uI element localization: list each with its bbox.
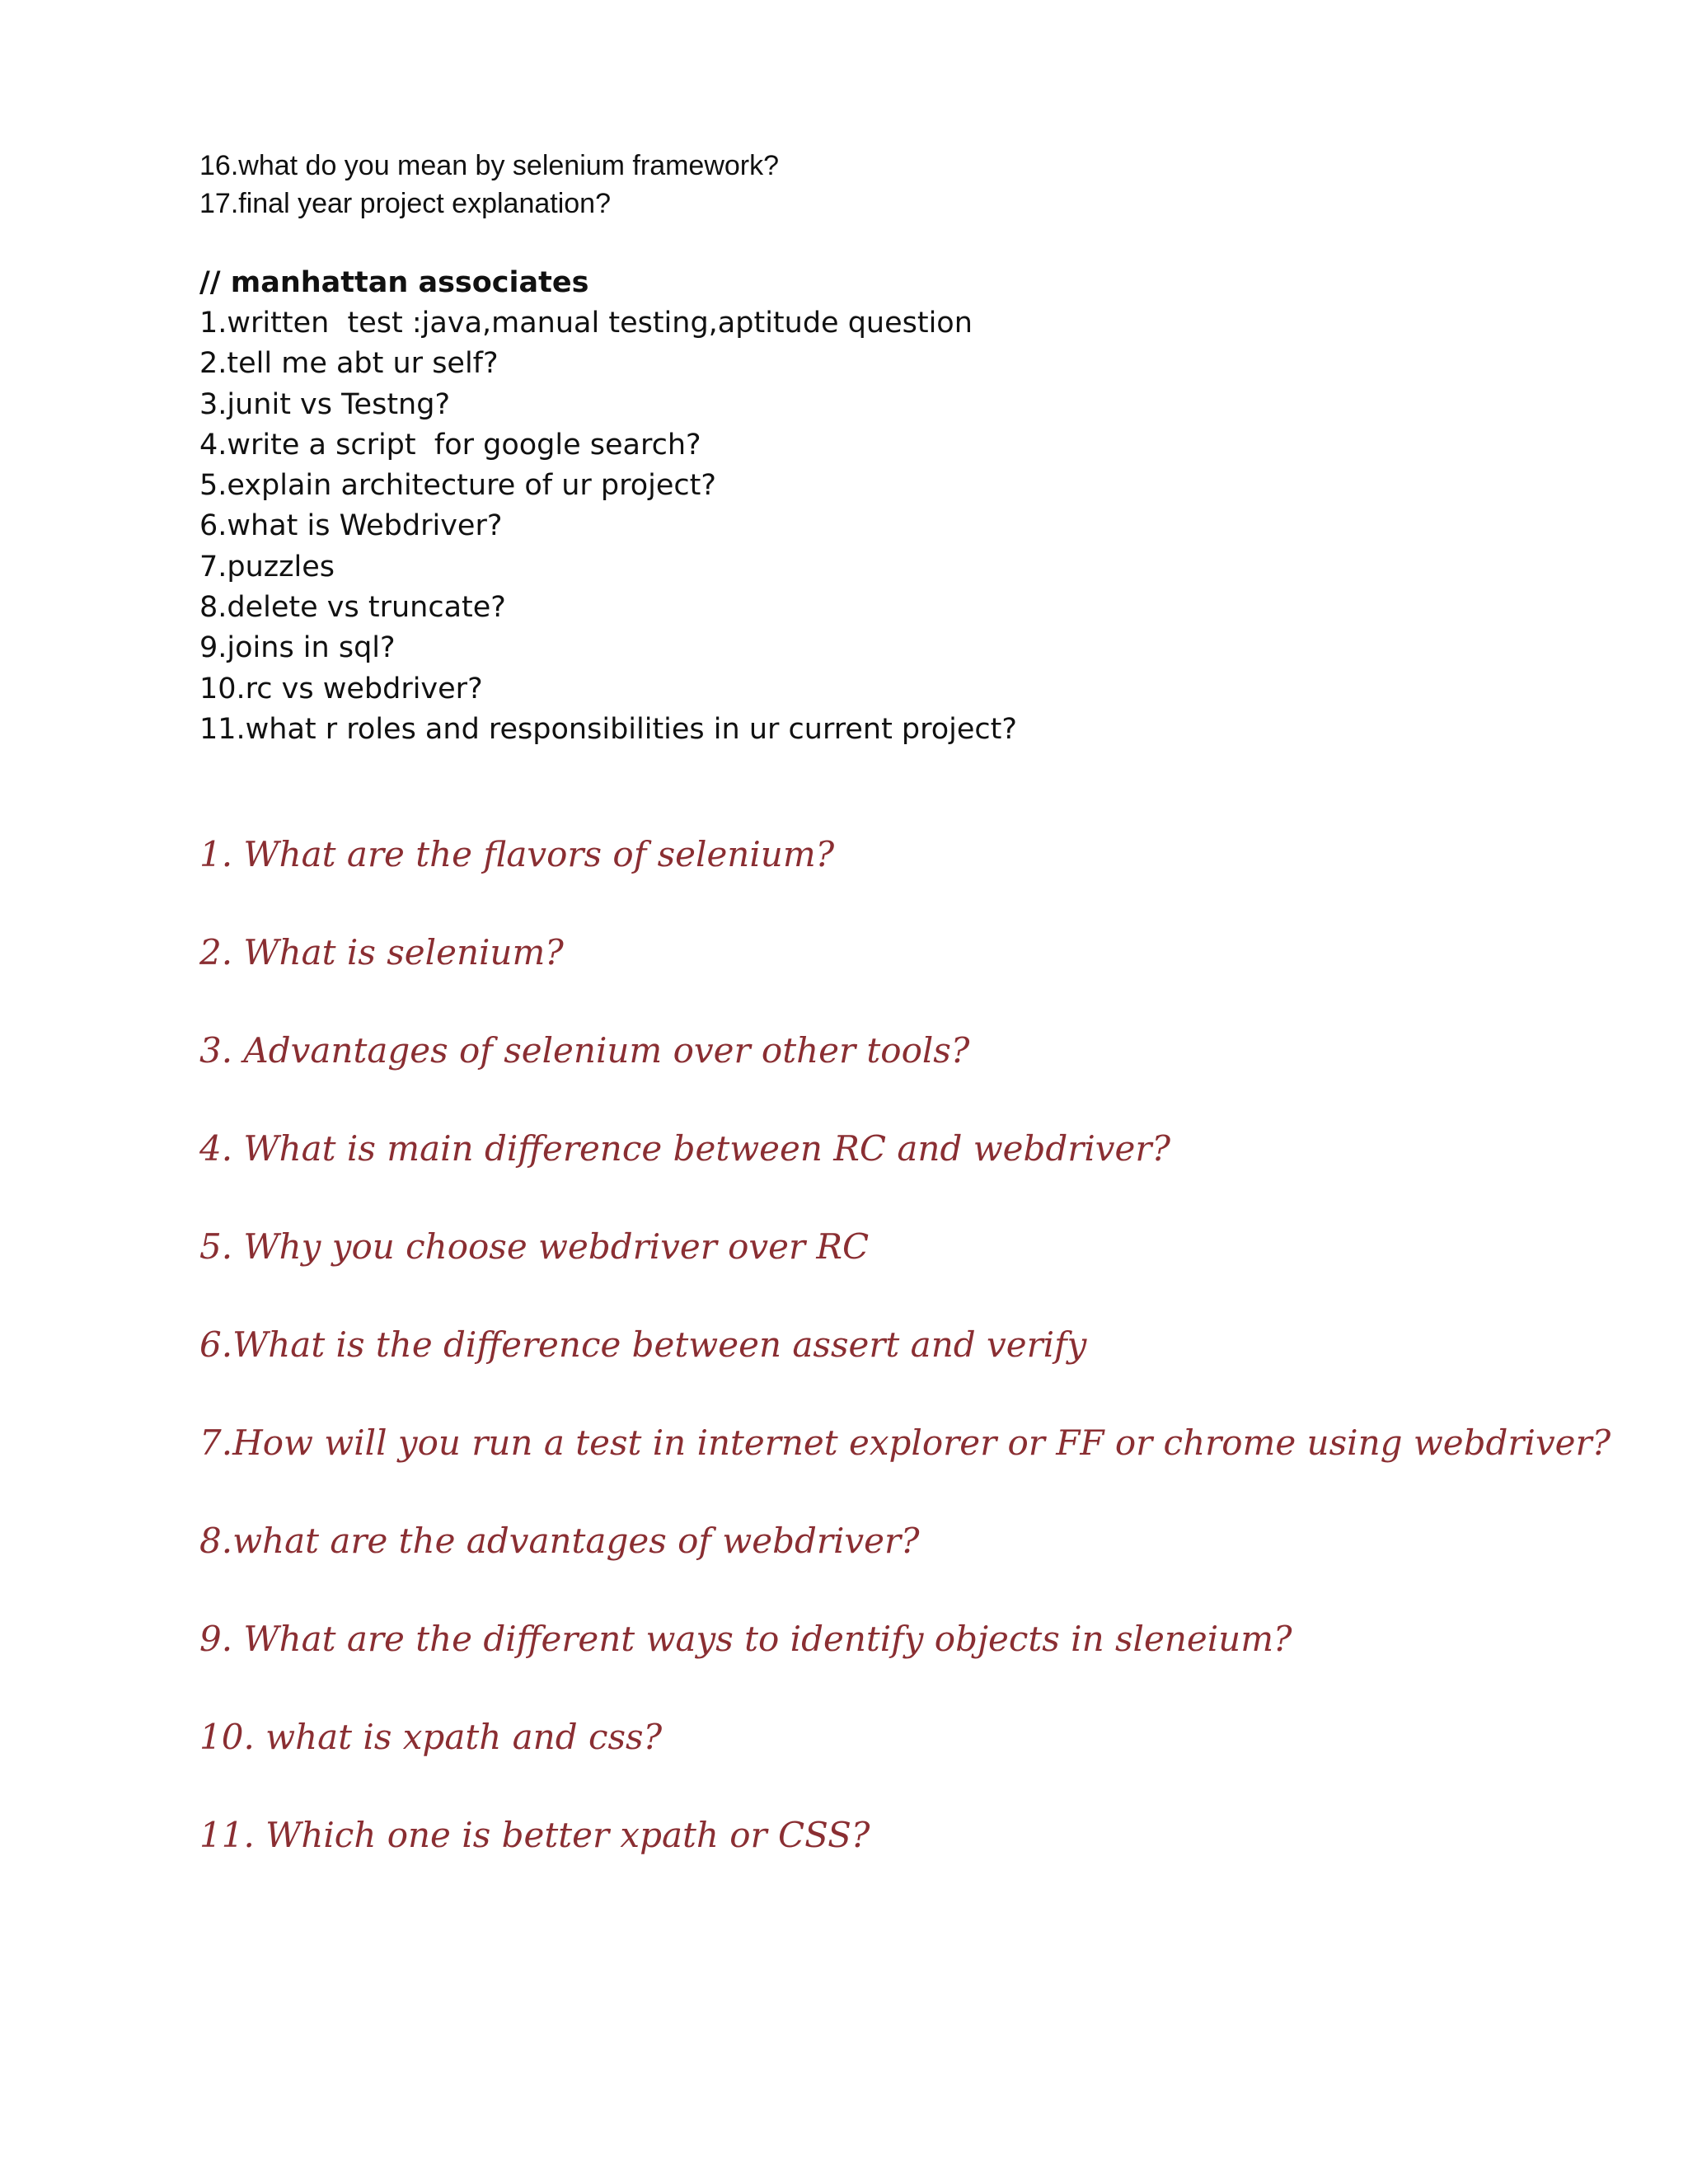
handwritten-question: 8.what are the advantages of webdriver? [199,1521,920,1561]
list-item: 4.write a script for google search? [199,428,701,462]
list-item: 16.what do you mean by selenium framework? [199,150,780,181]
top-question-list [199,147,1642,223]
selenium-question-list [199,824,1642,1865]
list-item: 9.joins in sql? [199,631,396,665]
list-item: 3.junit vs Testng? [199,387,451,421]
list-item: 11.what r roles and responsibilities in ur current project? [199,712,1017,746]
list-item: 8.delete vs truncate? [199,591,506,625]
list-item: 2.tell me abt ur self? [199,347,499,381]
handwritten-question: 4. What is main difference between RC and webdriver? [199,1128,1170,1169]
list-item: 17.final year project explanation? [199,188,611,219]
handwritten-question: 7.How will you run a test in internet explorer or FF or chrome using webdriver? [199,1422,1611,1463]
handwritten-question: 2. What is selenium? [199,932,564,972]
list-item: 5.explain architecture of ur project? [199,469,716,503]
handwritten-question: 1. What are the flavors of selenium? [199,834,835,874]
handwritten-question: 3. Advantages of selenium over other tools? [199,1030,970,1071]
list-item: 1.written test :java,manual testing,aptitude question [199,307,973,340]
manhattan-question-list [199,303,1642,750]
section-heading: // manhattan associates [199,266,589,299]
list-item: 10.rc vs webdriver? [199,672,483,705]
handwritten-question: 9. What are the different ways to identify objects in sleneium? [199,1619,1292,1659]
handwritten-question: 6.What is the difference between assert and verify [199,1324,1087,1365]
handwritten-question: 11. Which one is better xpath or CSS? [199,1815,870,1855]
list-item: 7.puzzles [199,550,335,583]
handwritten-question: 5. Why you choose webdriver over RC [199,1226,870,1267]
handwritten-question: 10. what is xpath and css? [199,1717,663,1757]
list-item: 6.what is Webdriver? [199,509,503,543]
